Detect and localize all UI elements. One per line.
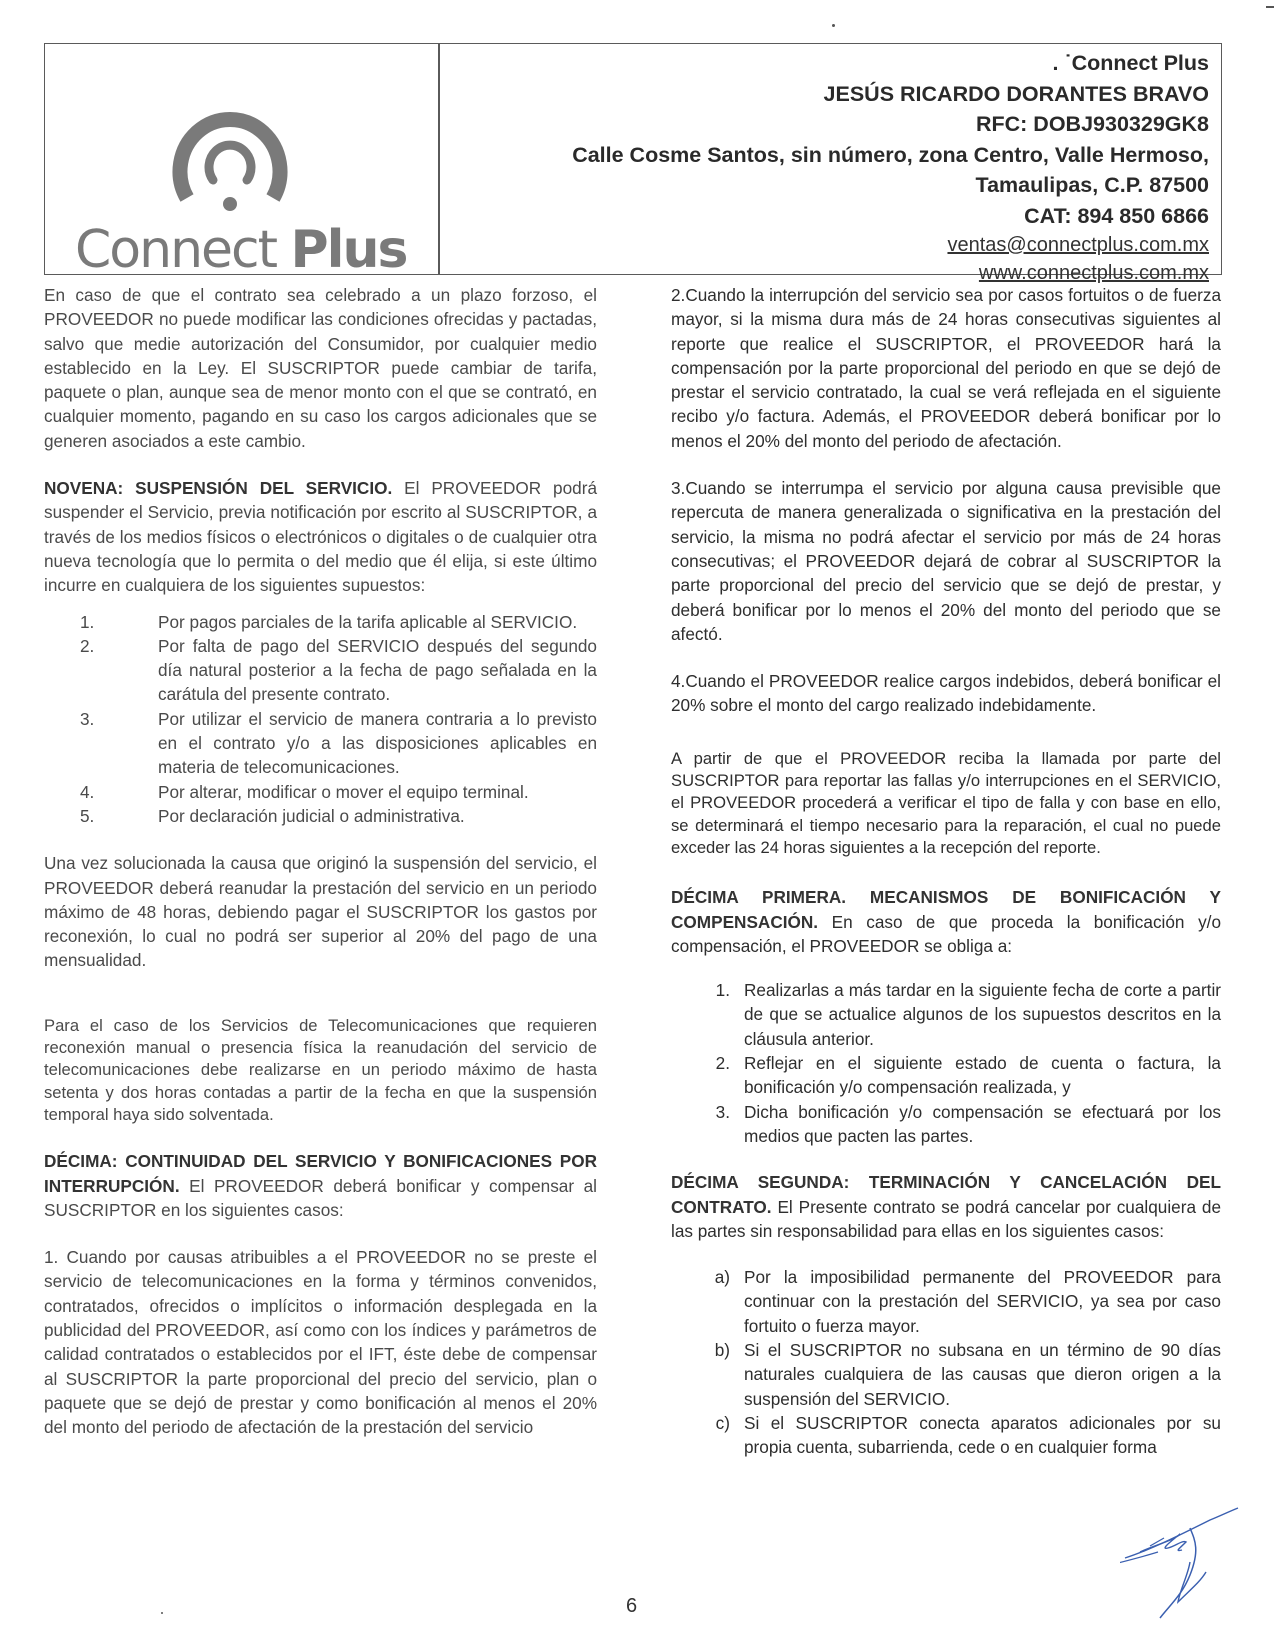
compensation-list	[671, 978, 1221, 1148]
clause-novena: NOVENA: SUSPENSIÓN DEL SERVICIO. El PROVEEDOR podrá suspender el Servicio, previa notificación por escrito al SUSCRIPTOR, a través de los medios físicos o electrónicos o digitales o de cualquier otra nueva tecnología que lo permita o del medio que él elija, si este último incurre en cualquiera de los siguientes supuestos:	[44, 478, 597, 596]
list-item: 3. Dicha bonificación y/o compensación se efectuará por los medios que pacten las partes.	[715, 1101, 1221, 1146]
list-item: b) Si el SUSCRIPTOR no subsana en un término de 90 días naturales cualquiera de las causas que dieron origen a la suspensión del SERVICIO.	[714, 1339, 1221, 1409]
list-item: 4. Por alterar, modificar o mover el equipo terminal.	[80, 781, 529, 802]
clause-decima: DÉCIMA: CONTINUIDAD DEL SERVICIO Y BONIFICACIONES POR INTERRUPCIÓN. El PROVEEDOR deberá bonificar y compensar al SUSCRIPTOR en los siguientes casos:	[44, 1151, 597, 1220]
logo-wordmark: Connect Plus	[75, 220, 407, 280]
list-item: c) Si el SUSCRIPTOR conecta aparatos adicionales por su propia cuenta, subarrienda, cede o en cualquier forma	[715, 1412, 1221, 1458]
clause-decima-primera: DÉCIMA PRIMERA. MECANISMOS DE BONIFICACIÓN Y COMPENSACIÓN. En caso de que proceda la bonificación y/o compensación, el PROVEEDOR se obliga a:	[671, 887, 1221, 956]
list-item: 5. Por declaración judicial o administrativa.	[80, 805, 465, 826]
handwritten-signature	[1120, 1490, 1250, 1630]
address-line-1: Calle Cosme Santos, sin número, zona Centro, Valle Hermoso,	[572, 142, 1209, 167]
scan-speck	[1266, 6, 1274, 8]
paragraph: A partir de que el PROVEEDOR reciba la llamada por parte del SUSCRIPTOR para reportar las fallas y/o interrupciones en el SERVICIO, el PROVEEDOR procederá a verificar el tipo de falla y con base en ello, se determinará el tiempo necesario para la reparación, el cual no puede exceder las 24 horas siguientes a la recepción del reporte.	[671, 748, 1221, 857]
left-column	[44, 283, 597, 1462]
termination-list	[671, 1265, 1221, 1459]
page-number: 6	[626, 1595, 638, 1617]
paragraph: 4.Cuando el PROVEEDOR realice cargos indebidos, deberá bonificar el 20% sobre el monto del cargo realizado indebidamente.	[671, 671, 1221, 716]
company-name: . ˙Connect Plus	[1052, 51, 1209, 75]
address-line-2: Tamaulipas, C.P. 87500	[975, 173, 1209, 197]
list-item: 3. Por utilizar el servicio de manera contraria a lo previsto en el contrato y/o a las disposiciones aplicables en materia de telecomunicaciones.	[80, 708, 597, 778]
list-item: 2. Por falta de pago del SERVICIO después del segundo día natural posterior a la fecha de pago señalada en la carátula del presente contrato.	[80, 635, 597, 705]
wifi-signal-icon	[165, 86, 295, 226]
paragraph: 2.Cuando la interrupción del servicio sea por casos fortuitos o de fuerza mayor, si la misma dura más de 24 horas consecutivas siguientes al reporte que realice el SUSCRIPTOR, el PROVEEDOR hará la compensación por la parte proporcional del periodo en que se dejó de prestar el servicio contratado, la cual se verá reflejada en el siguiente recibo y/o factura. Además, el PROVEEDOR deberá bonificar por lo menos el 20% del monto del periodo de afectación.	[671, 285, 1221, 451]
cat-phone: CAT: 894 850 6866	[1024, 203, 1209, 228]
paragraph: En caso de que el contrato sea celebrado a un plazo forzoso, el PROVEEDOR no puede modificar las condiciones ofrecidas y pactadas, salvo que medie autorización del Consumidor, por cualquier medio establecido en la Ley. El SUSCRIPTOR puede cambiar de tarifa, paquete o plan, aunque sea de menor monto con el que se contrató, en cualquier momento, pagando en su caso los cargos adicionales que se generen asociados a este cambio.	[44, 285, 597, 451]
list-item: 1. Realizarlas a más tardar en la siguiente fecha de corte a partir de que se actualice algunos de los supuestos descritos en la cláusula anterior.	[715, 980, 1221, 1049]
right-column	[671, 283, 1221, 1479]
clause-heading: DÉCIMA PRIMERA. MECANISMOS DE BONIFICACIÓN Y COMPENSACIÓN.	[671, 887, 1221, 932]
scan-speck	[832, 24, 835, 27]
clause-heading: DÉCIMA SEGUNDA: TERMINACIÓN Y CANCELACIÓN DEL CONTRATO.	[671, 1172, 1221, 1217]
rfc: RFC: DOBJ930329GK8	[975, 112, 1209, 136]
owner-name: JESÚS RICARDO DORANTES BRAVO	[823, 81, 1209, 106]
paragraph: Una vez solucionada la causa que originó la suspensión del servicio, el PROVEEDOR deberá reanudar la prestación del servicio en un periodo máximo de 48 horas, debiendo pagar el SUSCRIPTOR los gastos por reconexión, lo cual no podrá ser superior al 20% del pago de una mensualidad.	[44, 853, 597, 971]
clause-heading: DÉCIMA: CONTINUIDAD DEL SERVICIO Y BONIFICACIONES POR INTERRUPCIÓN.	[44, 1151, 597, 1196]
scan-speck	[161, 1612, 163, 1614]
clause-decima-segunda: DÉCIMA SEGUNDA: TERMINACIÓN Y CANCELACIÓN DEL CONTRATO. El Presente contrato se podrá cancelar por cualquiera de las partes sin responsabilidad para ellas en los siguientes casos:	[671, 1172, 1221, 1241]
website-link[interactable]: www.connectplus.com.mx	[978, 262, 1209, 284]
suspension-list	[44, 610, 597, 829]
paragraph: 3.Cuando se interrumpa el servicio por alguna causa previsible que repercuta de manera generalizada o significativa en la prestación del servicio, la misma no podrá afectar el servicio por más de 24 horas consecutivas; el PROVEEDOR dejará de cobrar al SUSCRIPTOR la parte proporcional del precio del servicio que se dejó de prestar, y deberá bonificar por lo menos el 20% del monto del periodo que se afectó.	[671, 478, 1221, 644]
header-divider	[438, 44, 440, 274]
paragraph: Para el caso de los Servicios de Telecomunicaciones que requieren reconexión manual o presencia física la reanudación del servicio de telecomunicaciones debe realizarse en un periodo máximo de hasta setenta y dos horas contadas a partir de la fecha en que la suspensión temporal haya sido solventada.	[44, 1015, 597, 1124]
clause-heading: NOVENA: SUSPENSIÓN DEL SERVICIO.	[44, 478, 393, 499]
company-info	[572, 48, 1209, 287]
list-item: 2. Reflejar en el siguiente estado de cuenta o factura, la bonificación y/o compensación realizada, y	[715, 1053, 1221, 1098]
email-link[interactable]: ventas@connectplus.com.mx	[947, 234, 1209, 256]
logo	[45, 44, 438, 280]
paragraph: 1. Cuando por causas atribuibles a el PROVEEDOR no se preste el servicio de telecomunicaciones en la forma y términos convenidos, contratados, ofrecidos o implícitos o información desplegada en la publicidad del PROVEEDOR, así como con los índices y parámetros de calidad contratados o establecidos por el IFT, éste debe de compensar al SUSCRIPTOR la parte proporcional del precio del servicio, plan o paquete que se dejó de prestar y como bonificación al menos el 20% del monto del periodo de afectación de la prestación del servicio	[44, 1247, 597, 1438]
list-item: a) Por la imposibilidad permanente del PROVEEDOR para continuar con la prestación del SERVICIO, ya sea por caso fortuito o fuerza mayor.	[714, 1267, 1221, 1336]
list-item: 1. Por pagos parciales de la tarifa aplicable al SERVICIO.	[80, 611, 578, 632]
letterhead	[44, 43, 1222, 284]
